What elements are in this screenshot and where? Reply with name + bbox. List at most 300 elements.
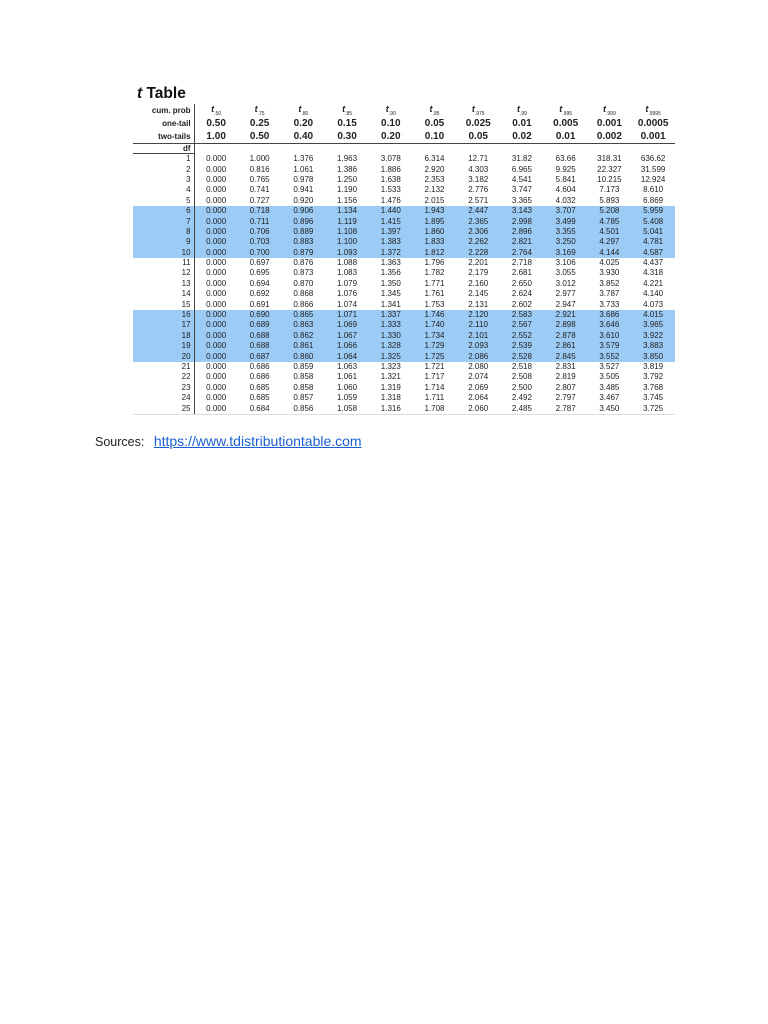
critical-value: 1.066 bbox=[325, 341, 369, 351]
critical-value: 0.000 bbox=[194, 341, 238, 351]
critical-value: 0.876 bbox=[293, 258, 314, 268]
critical-value: 5.041 bbox=[631, 227, 675, 237]
critical-value: 0.000 bbox=[206, 268, 227, 278]
critical-value: 0.000 bbox=[206, 362, 227, 371]
critical-value: 0.686 bbox=[249, 362, 270, 371]
critical-value: 2.528 bbox=[500, 351, 544, 361]
critical-value: 4.303 bbox=[468, 164, 489, 174]
df-label: df bbox=[133, 144, 194, 154]
critical-value: 4.015 bbox=[631, 310, 675, 320]
critical-value: 2.921 bbox=[544, 310, 588, 320]
critical-value: 0.697 bbox=[249, 258, 270, 268]
critical-value: 2.896 bbox=[500, 227, 544, 237]
critical-value: 0.694 bbox=[249, 278, 270, 288]
sources-line bbox=[95, 433, 362, 449]
critical-value: 0.685 bbox=[249, 382, 270, 392]
critical-value: 1.372 bbox=[369, 248, 413, 258]
critical-value: 4.785 bbox=[588, 216, 632, 226]
cum-prob-header: $t_{.995}$ bbox=[559, 104, 573, 117]
critical-value: 0.866 bbox=[293, 299, 314, 309]
critical-value: 4.501 bbox=[588, 227, 632, 237]
critical-value: 1.638 bbox=[380, 174, 401, 184]
df-value: 15 bbox=[133, 299, 194, 309]
critical-value: 0.706 bbox=[238, 227, 282, 237]
critical-value: 5.208 bbox=[588, 206, 632, 216]
critical-value: 2.878 bbox=[544, 331, 588, 341]
df-header-spacer bbox=[325, 144, 369, 154]
table-row bbox=[133, 289, 675, 299]
critical-value: 0.858 bbox=[293, 382, 314, 392]
critical-value: 1.325 bbox=[369, 351, 413, 361]
critical-value: 3.610 bbox=[588, 331, 632, 341]
critical-value: 6.314 bbox=[424, 153, 445, 163]
critical-value: 0.689 bbox=[238, 320, 282, 330]
critical-value: 2.539 bbox=[500, 341, 544, 351]
cum-prob-row bbox=[133, 104, 675, 117]
critical-value: 1.063 bbox=[337, 362, 358, 371]
critical-value: 0.700 bbox=[238, 248, 282, 258]
one-tail-value: 0.001 bbox=[596, 118, 622, 129]
df-value: 1 bbox=[133, 154, 194, 165]
critical-value: 31.599 bbox=[640, 164, 666, 174]
critical-value: 3.527 bbox=[599, 362, 620, 371]
critical-value: 2.179 bbox=[468, 268, 489, 278]
critical-value: 3.745 bbox=[643, 393, 664, 403]
table-row bbox=[133, 320, 675, 330]
df-value: 5 bbox=[133, 196, 194, 206]
critical-value: 7.173 bbox=[599, 185, 620, 195]
critical-value: 1.386 bbox=[337, 164, 358, 174]
critical-value: 2.898 bbox=[544, 320, 588, 330]
one-tail-value: 0.10 bbox=[381, 118, 401, 129]
critical-value: 1.316 bbox=[369, 403, 413, 414]
one-tail-value: 0.025 bbox=[465, 118, 491, 129]
critical-value: 2.015 bbox=[424, 195, 445, 205]
critical-value: 3.792 bbox=[643, 372, 664, 382]
critical-value: 4.032 bbox=[555, 195, 576, 205]
critical-value: 1.321 bbox=[380, 372, 401, 382]
critical-value: 1.079 bbox=[337, 278, 358, 288]
critical-value: 3.106 bbox=[555, 258, 576, 268]
critical-value: 6.869 bbox=[643, 195, 664, 205]
critical-value: 1.061 bbox=[293, 164, 314, 174]
critical-value: 2.132 bbox=[424, 185, 445, 195]
df-header-spacer bbox=[500, 144, 544, 154]
critical-value: 0.000 bbox=[194, 331, 238, 341]
critical-value: 2.160 bbox=[468, 278, 489, 288]
cum-prob-subscript: .995 bbox=[562, 110, 573, 117]
table-row bbox=[133, 372, 675, 382]
cum-prob-subscript: .80 bbox=[301, 110, 309, 117]
critical-value: 3.725 bbox=[631, 403, 675, 414]
critical-value: 0.695 bbox=[249, 268, 270, 278]
table-row bbox=[133, 268, 675, 278]
df-header-spacer bbox=[588, 144, 632, 154]
critical-value: 1.093 bbox=[325, 248, 369, 258]
critical-value: 2.602 bbox=[511, 299, 532, 309]
df-header-row bbox=[133, 144, 675, 154]
critical-value: 1.076 bbox=[337, 289, 358, 299]
critical-value: 2.228 bbox=[456, 248, 500, 258]
table-row bbox=[133, 237, 675, 247]
df-header-spacer bbox=[194, 144, 238, 154]
critical-value: 2.060 bbox=[456, 403, 500, 414]
df-value: 12 bbox=[133, 268, 194, 278]
t-table-body bbox=[133, 104, 675, 414]
critical-value: 1.895 bbox=[413, 216, 457, 226]
cum-prob-header: $t_{.85}$ bbox=[342, 104, 353, 117]
critical-value: 2.500 bbox=[511, 382, 532, 392]
critical-value: 1.060 bbox=[337, 382, 358, 392]
critical-value: 1.943 bbox=[413, 206, 457, 216]
two-tails-value: 0.10 bbox=[424, 131, 445, 142]
critical-value: 1.067 bbox=[325, 331, 369, 341]
two-tails-value: 0.01 bbox=[555, 131, 576, 142]
critical-value: 2.920 bbox=[424, 164, 445, 174]
df-header-spacer bbox=[281, 144, 325, 154]
df-value: 19 bbox=[133, 341, 194, 351]
critical-value: 0.741 bbox=[249, 185, 270, 195]
critical-value: 1.833 bbox=[413, 237, 457, 247]
critical-value: 1.088 bbox=[337, 258, 358, 268]
sources-label: Sources: bbox=[95, 435, 145, 449]
table-row bbox=[133, 341, 675, 351]
critical-value: 3.965 bbox=[631, 320, 675, 330]
one-tail-value: 0.01 bbox=[512, 118, 532, 129]
critical-value: 1.333 bbox=[369, 320, 413, 330]
df-header-spacer bbox=[413, 144, 457, 154]
critical-value: 1.725 bbox=[413, 351, 457, 361]
title-rest: Table bbox=[142, 85, 186, 102]
title-t: t bbox=[137, 85, 143, 102]
critical-value: 2.201 bbox=[468, 258, 489, 268]
critical-value: 0.000 bbox=[206, 372, 227, 382]
critical-value: 1.782 bbox=[424, 268, 445, 278]
critical-value: 2.764 bbox=[500, 248, 544, 258]
critical-value: 1.134 bbox=[325, 206, 369, 216]
df-value: 17 bbox=[133, 320, 194, 330]
critical-value: 2.365 bbox=[456, 216, 500, 226]
critical-value: 10.215 bbox=[597, 174, 622, 184]
cum-prob-subscript: .75 bbox=[257, 110, 265, 117]
critical-value: 0.873 bbox=[293, 268, 314, 278]
critical-value: 3.450 bbox=[588, 403, 632, 414]
critical-value: 1.058 bbox=[325, 403, 369, 414]
critical-value: 0.865 bbox=[281, 310, 325, 320]
critical-value: 1.721 bbox=[424, 362, 445, 371]
critical-value: 3.787 bbox=[599, 289, 620, 299]
critical-value: 1.753 bbox=[424, 299, 445, 309]
two-tails-value: 0.20 bbox=[381, 131, 401, 142]
critical-value: 3.467 bbox=[599, 393, 620, 403]
critical-value: 0.883 bbox=[281, 237, 325, 247]
critical-value: 3.365 bbox=[511, 195, 532, 205]
critical-value: 3.055 bbox=[555, 268, 576, 278]
critical-value: 2.069 bbox=[468, 382, 489, 392]
critical-value: 0.858 bbox=[293, 372, 314, 382]
df-header-spacer bbox=[238, 144, 282, 154]
one-tail-value: 0.25 bbox=[249, 118, 270, 129]
critical-value: 1.318 bbox=[380, 393, 401, 403]
critical-value: 3.012 bbox=[555, 278, 576, 288]
df-value: 16 bbox=[133, 310, 194, 320]
critical-value: 0.000 bbox=[206, 164, 227, 174]
df-value: 2 bbox=[133, 164, 194, 174]
critical-value: 2.120 bbox=[456, 310, 500, 320]
critical-value: 0.000 bbox=[206, 278, 227, 288]
critical-value: 4.318 bbox=[643, 268, 664, 278]
cum-prob-subscript: .999 bbox=[606, 110, 616, 117]
critical-value: 2.552 bbox=[500, 331, 544, 341]
critical-value: 1.376 bbox=[293, 153, 314, 163]
critical-value: 8.610 bbox=[643, 185, 664, 195]
df-value: 11 bbox=[133, 258, 194, 268]
critical-value: 3.646 bbox=[588, 320, 632, 330]
table-row bbox=[133, 154, 675, 165]
critical-value: 0.859 bbox=[293, 362, 314, 371]
critical-value: 2.650 bbox=[511, 278, 532, 288]
critical-value: 2.977 bbox=[555, 289, 576, 299]
critical-value: 0.000 bbox=[194, 237, 238, 247]
critical-value: 5.959 bbox=[631, 206, 675, 216]
two-tails-value: 0.30 bbox=[337, 131, 357, 142]
critical-value: 3.686 bbox=[588, 310, 632, 320]
critical-value: 3.505 bbox=[599, 372, 620, 382]
cum-prob-subscript: .50 bbox=[214, 110, 222, 117]
critical-value: 1.000 bbox=[249, 153, 270, 163]
critical-value: 1.476 bbox=[380, 195, 401, 205]
two-tails-value: 0.001 bbox=[640, 131, 666, 142]
table-row bbox=[133, 351, 675, 361]
critical-value: 0.686 bbox=[249, 372, 270, 382]
critical-value: 63.66 bbox=[555, 153, 576, 163]
critical-value: 2.485 bbox=[500, 403, 544, 414]
table-row bbox=[133, 164, 675, 174]
critical-value: 1.328 bbox=[369, 341, 413, 351]
sources-link[interactable]: https://www.tdistributiontable.com bbox=[153, 433, 362, 449]
critical-value: 1.074 bbox=[337, 299, 358, 309]
critical-value: 1.059 bbox=[337, 393, 358, 403]
critical-value: 1.363 bbox=[380, 258, 401, 268]
critical-value: 2.508 bbox=[511, 372, 532, 382]
critical-value: 0.879 bbox=[281, 248, 325, 258]
critical-value: 1.708 bbox=[413, 403, 457, 414]
critical-value: 1.341 bbox=[380, 299, 401, 309]
critical-value: 2.861 bbox=[544, 341, 588, 351]
critical-value: 1.330 bbox=[369, 331, 413, 341]
table-row bbox=[133, 196, 675, 206]
table-row bbox=[133, 227, 675, 237]
critical-value: 1.061 bbox=[337, 372, 358, 382]
one-tail-value: 0.005 bbox=[553, 118, 579, 129]
critical-value: 2.306 bbox=[456, 227, 500, 237]
one-tail-row bbox=[133, 117, 675, 130]
df-header-spacer bbox=[631, 144, 675, 154]
df-value: 13 bbox=[133, 279, 194, 289]
critical-value: 0.690 bbox=[238, 310, 282, 320]
critical-value: 1.100 bbox=[325, 237, 369, 247]
critical-value: 2.064 bbox=[468, 393, 489, 403]
critical-value: 0.000 bbox=[206, 195, 227, 205]
critical-value: 3.930 bbox=[599, 268, 620, 278]
table-row bbox=[133, 331, 675, 341]
critical-value: 2.583 bbox=[500, 310, 544, 320]
df-value: 18 bbox=[133, 331, 194, 341]
critical-value: 2.797 bbox=[555, 393, 576, 403]
critical-value: 0.688 bbox=[238, 341, 282, 351]
critical-value: 2.624 bbox=[511, 289, 532, 299]
table-row bbox=[133, 175, 675, 185]
critical-value: 0.000 bbox=[194, 310, 238, 320]
critical-value: 3.707 bbox=[544, 206, 588, 216]
critical-value: 1.533 bbox=[380, 185, 401, 195]
critical-value: 4.587 bbox=[631, 248, 675, 258]
critical-value: 0.765 bbox=[249, 174, 270, 184]
critical-value: 0.000 bbox=[194, 227, 238, 237]
critical-value: 2.567 bbox=[500, 320, 544, 330]
critical-value: 1.190 bbox=[337, 185, 358, 195]
critical-value: 1.250 bbox=[337, 174, 358, 184]
critical-value: 0.941 bbox=[293, 185, 314, 195]
critical-value: 3.819 bbox=[643, 362, 664, 371]
critical-value: 5.408 bbox=[631, 216, 675, 226]
two-tails-value: 0.40 bbox=[293, 131, 314, 142]
df-value: 20 bbox=[133, 351, 194, 361]
critical-value: 3.579 bbox=[588, 341, 632, 351]
critical-value: 1.711 bbox=[424, 393, 445, 403]
critical-value: 2.518 bbox=[511, 362, 532, 371]
table-row bbox=[133, 403, 675, 414]
critical-value: 3.485 bbox=[599, 382, 620, 392]
critical-value: 0.692 bbox=[249, 289, 270, 299]
critical-value: 4.541 bbox=[511, 174, 532, 184]
critical-value: 4.140 bbox=[643, 289, 664, 299]
df-header-spacer bbox=[369, 144, 413, 154]
critical-value: 6.965 bbox=[511, 164, 532, 174]
critical-value: 1.963 bbox=[337, 153, 358, 163]
one-tail-value: 0.15 bbox=[337, 118, 357, 129]
critical-value: 0.000 bbox=[194, 206, 238, 216]
df-value: 3 bbox=[133, 175, 194, 185]
critical-value: 3.250 bbox=[544, 237, 588, 247]
cum-prob-subscript: .85 bbox=[345, 110, 353, 117]
critical-value: 5.841 bbox=[555, 174, 576, 184]
critical-value: 0.857 bbox=[293, 393, 314, 403]
critical-value: 1.796 bbox=[424, 258, 445, 268]
critical-value: 0.896 bbox=[281, 216, 325, 226]
critical-value: 0.889 bbox=[281, 227, 325, 237]
critical-value: 1.383 bbox=[369, 237, 413, 247]
critical-value: 3.182 bbox=[468, 174, 489, 184]
table-row bbox=[133, 185, 675, 195]
critical-value: 0.711 bbox=[238, 216, 282, 226]
df-value: 8 bbox=[133, 227, 194, 237]
two-tails-value: 0.02 bbox=[512, 131, 532, 142]
critical-value: 4.781 bbox=[631, 237, 675, 247]
critical-value: 2.718 bbox=[511, 258, 532, 268]
table-row bbox=[133, 216, 675, 226]
critical-value: 1.323 bbox=[380, 362, 401, 371]
critical-value: 2.681 bbox=[511, 268, 532, 278]
df-header-spacer bbox=[544, 144, 588, 154]
critical-value: 1.717 bbox=[424, 372, 445, 382]
critical-value: 3.922 bbox=[631, 331, 675, 341]
critical-value: 1.319 bbox=[380, 382, 401, 392]
two-tails-value: 0.50 bbox=[249, 131, 270, 142]
df-value: 6 bbox=[133, 206, 194, 216]
critical-value: 22.327 bbox=[597, 164, 622, 174]
table-row bbox=[133, 393, 675, 403]
critical-value: 3.733 bbox=[599, 299, 620, 309]
critical-value: 3.143 bbox=[500, 206, 544, 216]
one-tail-label: one-tail bbox=[133, 117, 194, 130]
critical-value: 1.156 bbox=[337, 195, 358, 205]
df-value: 23 bbox=[133, 383, 194, 393]
critical-value: 5.893 bbox=[599, 195, 620, 205]
critical-value: 1.761 bbox=[424, 289, 445, 299]
critical-value: 0.000 bbox=[206, 393, 227, 403]
table-row bbox=[133, 299, 675, 309]
critical-value: 0.000 bbox=[206, 299, 227, 309]
critical-value: 0.688 bbox=[238, 331, 282, 341]
critical-value: 1.415 bbox=[369, 216, 413, 226]
critical-value: 2.831 bbox=[555, 362, 576, 371]
one-tail-value: 0.05 bbox=[424, 118, 445, 129]
critical-value: 1.119 bbox=[325, 216, 369, 226]
critical-value: 1.071 bbox=[325, 310, 369, 320]
table-row bbox=[133, 310, 675, 320]
critical-value: 1.083 bbox=[337, 268, 358, 278]
cum-prob-subscript: .99 bbox=[519, 110, 527, 117]
cum-prob-header: $t_{.90}$ bbox=[385, 104, 396, 117]
critical-value: 4.297 bbox=[588, 237, 632, 247]
two-tails-row bbox=[133, 130, 675, 144]
critical-value: 0.687 bbox=[238, 351, 282, 361]
critical-value: 0.861 bbox=[281, 341, 325, 351]
critical-value: 0.718 bbox=[238, 206, 282, 216]
critical-value: 318.31 bbox=[597, 153, 622, 163]
critical-value: 0.000 bbox=[206, 153, 227, 163]
critical-value: 2.845 bbox=[544, 351, 588, 361]
critical-value: 0.856 bbox=[281, 403, 325, 414]
critical-value: 2.821 bbox=[500, 237, 544, 247]
critical-value: 1.064 bbox=[325, 351, 369, 361]
critical-value: 0.691 bbox=[249, 299, 270, 309]
critical-value: 1.886 bbox=[380, 164, 401, 174]
one-tail-value: 0.20 bbox=[293, 118, 314, 129]
critical-value: 4.221 bbox=[643, 278, 664, 288]
critical-value: 0.000 bbox=[206, 289, 227, 299]
critical-value: 2.447 bbox=[456, 206, 500, 216]
cum-prob-header: $t_{.95}$ bbox=[429, 104, 440, 117]
critical-value: 0.000 bbox=[206, 258, 227, 268]
one-tail-value: 0.50 bbox=[206, 118, 226, 129]
critical-value: 2.086 bbox=[456, 351, 500, 361]
critical-value: 1.356 bbox=[380, 268, 401, 278]
critical-value: 0.868 bbox=[293, 289, 314, 299]
critical-value: 0.816 bbox=[249, 164, 270, 174]
critical-value: 4.604 bbox=[555, 185, 576, 195]
critical-value: 1.740 bbox=[413, 320, 457, 330]
critical-value: 0.862 bbox=[281, 331, 325, 341]
critical-value: 2.145 bbox=[468, 289, 489, 299]
critical-value: 3.078 bbox=[380, 153, 401, 163]
critical-value: 2.353 bbox=[424, 174, 445, 184]
critical-value: 0.684 bbox=[238, 403, 282, 414]
critical-value: 9.925 bbox=[555, 164, 576, 174]
critical-value: 0.000 bbox=[194, 320, 238, 330]
critical-value: 12.924 bbox=[640, 174, 666, 184]
